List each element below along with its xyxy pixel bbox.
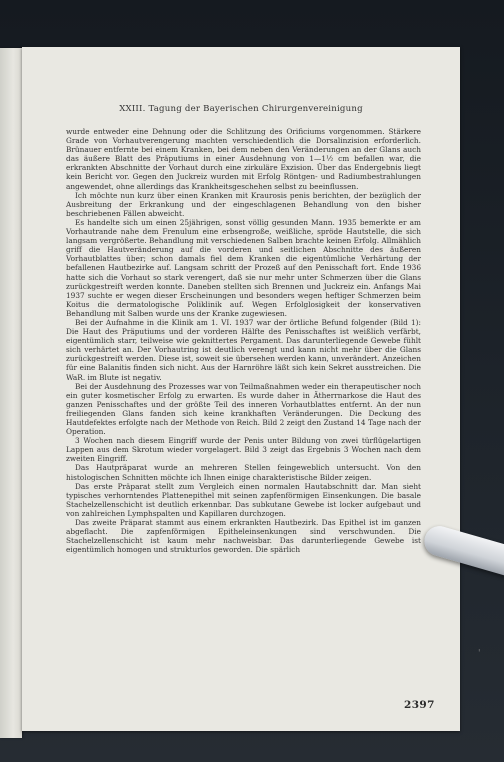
paragraph-2: Ich möchte nun kurz über einen Kranken mit Kraurosis penis berichten, der bezüglich der Ausbreitung der Erkrankung und der eingeschlagenen Behandlung von den bisher beschriebenen Fällen abweicht. — [66, 190, 421, 218]
paragraph-1: wurde entweder eine Dehnung oder die Schlitzung des Orificiums vorgenommen. Stärkere Grade von Vorhautverengerung machten verschiedentlich die Dorsalinzision erforderlich. Brünauer entfernte bei einem Kranken, bei dem neben den Veränderungen an der Glans auch das äußere Blatt des Präputiums in einer Ausdehnung von 1—1½ cm befallen war, die erkrankten Abschnitte der Vorhaut durch eine zirkuläre Exzision. Über das Endergebnis liegt kein Bericht vor. Gegen den Juckreiz wurden mit Erfolg Röntgen- und Radiumbestrahlungen angewendet, ohne allerdings das Krankheitsgeschehen selbst zu beeinflussen. — [66, 127, 421, 191]
paragraph-8: Das erste Präparat stellt zum Vergleich einen normalen Hautabschnitt dar. Man sieht typisches verhorntendes Plattenepithel mit seinen zapfenförmigen Einsenkungen. Die basale Stachelzellenschicht ist deutlich erkennbar. Das subkutane Gewebe ist locker aufgebaut und von zahlreichen Lymphspalten und Kapillaren durchzogen. — [66, 481, 421, 518]
previous-page-edge — [0, 48, 22, 738]
body-text — [66, 127, 421, 554]
pencil-mark: ꞌ — [478, 649, 481, 659]
paragraph-6: 3 Wochen nach diesem Eingriff wurde der Penis unter Bildung von zwei türflügelartigen Lappen aus dem Skrotum wieder vorgelagert. Bild 3 zeigt das Ergebnis 3 Wochen nach dem zweiten Eingriff. — [66, 436, 421, 464]
paragraph-7: Das Hautpräparat wurde an mehreren Stellen feingeweblich untersucht. Von den histologischen Schnitten möchte ich Ihnen einige charakteristische Bilder zeigen. — [66, 463, 421, 482]
paragraph-9: Das zweite Präparat stammt aus einem erkrankten Hautbezirk. Das Epithel ist im ganzen abgeflacht. Die zapfenförmigen Epitheleinsenkungen sind verschwunden. Die Stachelzellenschicht ist kaum mehr nachweisbar. Das darunterliegende Gewebe ist eigentümlich homogen und strukturlos geworden. Die spärlich — [66, 518, 421, 555]
paragraph-3: Es handelte sich um einen 25jährigen, sonst völlig gesunden Mann. 1935 bemerkte er am Vorhautrande nahe dem Frenulum eine erbsengroße, weißliche, spröde Hautstelle, die sich langsam vergrößerte. Behandlung mit verschiedenen Salben brachte keinen Erfolg. Allmählich griff die Hautveränderung auf die vorderen und seitlichen Abschnitte des äußeren Vorhautblattes über; schon damals fiel dem Kranken die eigentümliche Verhärtung der befallenen Hautbezirke auf. Langsam schritt der Prozeß auf den Penisschaft fort. Ende 1936 hatte sich die Vorhaut so stark verengert, daß sie nur mehr unter Schmerzen über die Glans zurückgestreift werden konnte. Daneben stellten sich Brennen und Juckreiz ein. Anfangs Mai 1937 suchte er wegen dieser Erscheinungen und besonders wegen heftiger Schmerzen beim Koitus die dermatologische Poliklinik auf. Wegen Erfolglosigkeit der konservativen Behandlung mit Salben wurde uns der Kranke zugewiesen. — [66, 217, 421, 318]
paragraph-4: Bei der Aufnahme in die Klinik am 1. VI. 1937 war der örtliche Befund folgender (Bild 1): Die Haut des Präputiums und der vorderen Hälfte des Penisschaftes ist weißlich verfärbt, eigentümlich starr, teilweise wie geknittertes Pergament. Das darunterliegende Gewebe fühlt sich verhärtet an. Der Vorhautring ist deutlich verengt und kann nicht mehr über die Glans zurückgestreift werden. Diese ist, soweit sie übersehen werden kann, unverändert. Anzeichen für eine Balanitis finden sich nicht. Aus der Harnröhre läßt sich kein Sekret ausstreichen. Die WaR. im Blute ist negativ. — [66, 317, 421, 382]
page-number: 2397 — [404, 699, 435, 711]
paragraph-5: Bei der Ausdehnung des Prozesses war von Teilmaßnahmen weder ein therapeutischer noch ein guter kosmetischer Erfolg zu erwarten. Es wurde daher in Ätherrnarkose die Haut des ganzen Penisschaftes und der größte Teil des inneren Vorhautblattes entfernt. An der nun freiliegenden Glans fanden sich keine krankhaften Veränderungen. Die Deckung des Hautdefektes erfolgte nach der Methode von Reich. Bild 2 zeigt den Zustand 14 Tage nach der Operation. — [66, 381, 421, 437]
running-header: XXIII. Tagung der Bayerischen Chirurgenvereinigung — [119, 104, 363, 114]
